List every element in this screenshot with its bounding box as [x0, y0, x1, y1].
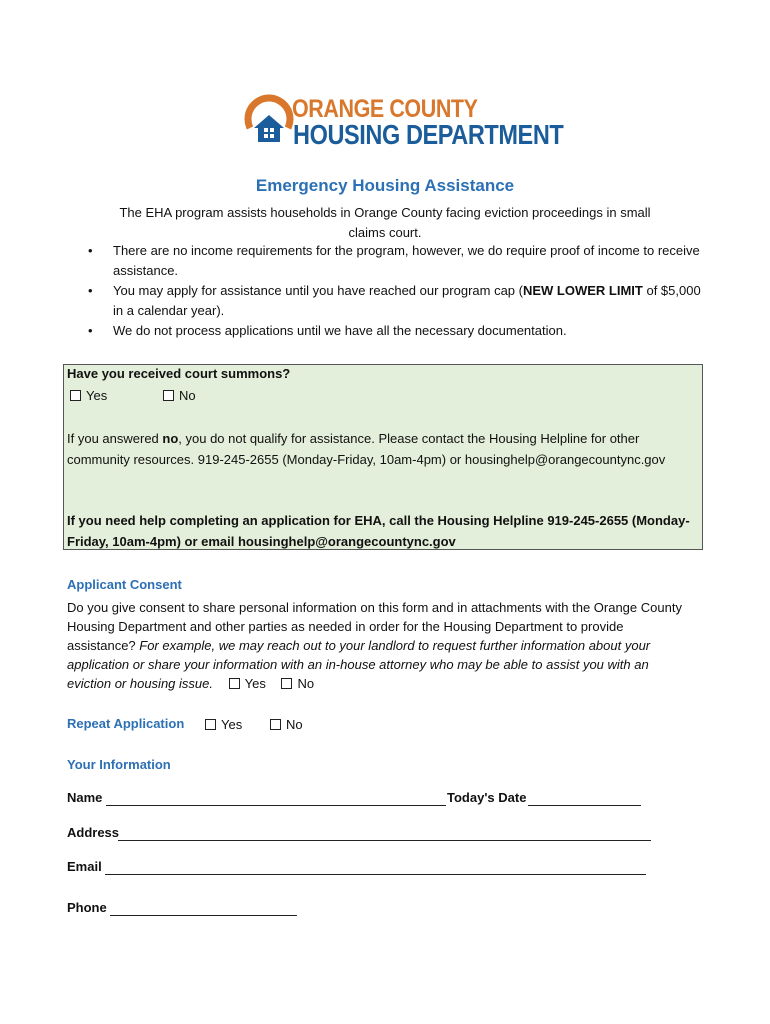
summons-question: Have you received court summons? [67, 366, 291, 381]
list-item: • You may apply for assistance until you have reached our program cap (NEW LOWER LIMIT of $5,000 in a calendar year). [88, 281, 708, 321]
consent-no-option[interactable]: No [281, 676, 314, 691]
consent-text: Do you give consent to share personal information on this form and in attachments with the Orange County Housing Department and other parties as needed in order for the Housing Department to provide assistance? For example, we may reach out to your landlord to request further information about your application or share your information with an in-house attorney who may be able to assist you with an eviction or housing issue. Yes No [67, 600, 682, 691]
list-item: • We do not process applications until we have all the necessary documentation. [88, 321, 708, 341]
name-label: Name [67, 790, 103, 805]
email-field[interactable] [105, 873, 646, 875]
your-information-heading: Your Information [67, 757, 171, 772]
address-label: Address [67, 825, 120, 840]
consent-yes-option[interactable]: Yes [229, 676, 266, 691]
intro-text: The EHA program assists households in Orange County facing eviction proceedings in small claims court. [119, 205, 651, 240]
summons-yes-option[interactable]: Yes [70, 388, 107, 403]
phone-field[interactable] [110, 914, 297, 916]
consent-yes-checkbox[interactable] [229, 678, 240, 689]
consent-no-checkbox[interactable] [281, 678, 292, 689]
requirements-list [88, 241, 708, 341]
logo [244, 94, 294, 146]
page-title: Emergency Housing Assistance [255, 176, 515, 195]
house-logo-icon [244, 94, 294, 146]
email-label: Email [67, 859, 102, 874]
helpline-notice: If you need help completing an application for EHA, call the Housing Helpline 919-245-2655 (Monday-Friday, 10am-4pm) or email housinghelp@orangecountync.gov [67, 513, 690, 549]
list-item: • There are no income requirements for the program, however, we do require proof of income to receive assistance. [88, 241, 708, 281]
repeat-application-heading: Repeat Application [67, 716, 185, 731]
date-field[interactable] [528, 804, 641, 806]
summons-no-checkbox[interactable] [163, 390, 174, 401]
summons-no-option[interactable]: No [163, 388, 196, 403]
name-field[interactable] [106, 804, 446, 806]
phone-label: Phone [67, 900, 107, 915]
repeat-no-checkbox[interactable] [270, 719, 281, 730]
repeat-yes-option[interactable]: Yes [205, 717, 242, 732]
logo-line-2: HOUSING DEPARTMENT [293, 119, 564, 150]
summons-no-notice: If you answered no, you do not qualify for assistance. Please contact the Housing Helpline for other community resources. 919-245-2655 (Monday-Friday, 10am-4pm) or housinghelp@orangecountync.gov [67, 431, 666, 467]
repeat-yes-checkbox[interactable] [205, 719, 216, 730]
summons-yes-checkbox[interactable] [70, 390, 81, 401]
consent-heading: Applicant Consent [67, 577, 182, 592]
address-field[interactable] [118, 839, 651, 841]
repeat-no-option[interactable]: No [270, 717, 303, 732]
date-label: Today's Date [447, 790, 527, 805]
logo-line-1: ORANGE COUNTY [292, 95, 478, 123]
